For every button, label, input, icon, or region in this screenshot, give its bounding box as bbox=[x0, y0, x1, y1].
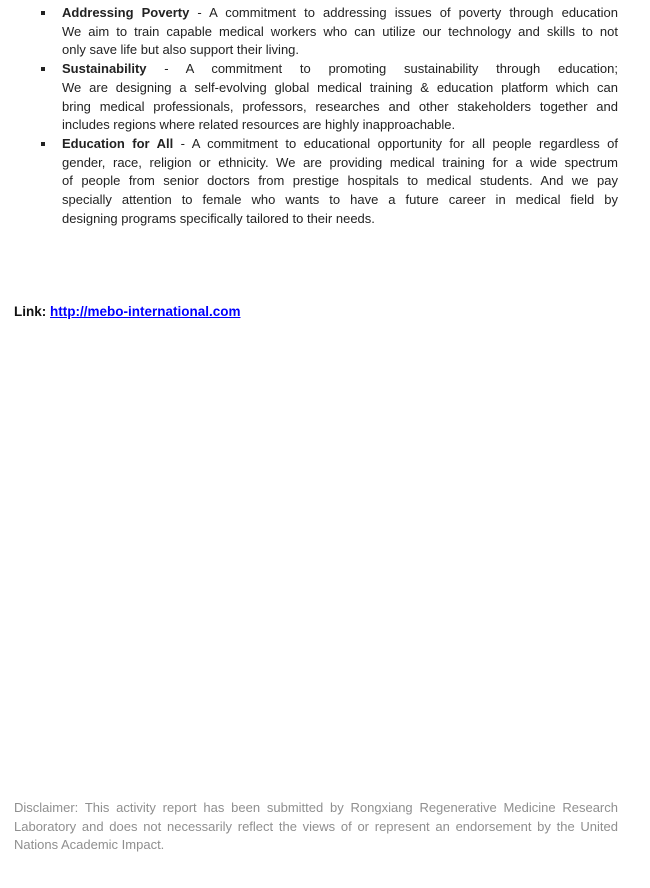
list-item-line: designing programs specifically tailored to their needs. bbox=[62, 210, 375, 226]
disclaimer bbox=[14, 799, 618, 855]
list-item-term: Education for All bbox=[62, 135, 174, 151]
bullet-square-icon bbox=[41, 11, 45, 15]
list-item bbox=[14, 135, 618, 229]
link-label: Link: bbox=[14, 304, 47, 320]
bullet-square-icon bbox=[41, 67, 45, 71]
mebo-international-link[interactable]: http://mebo-international.com bbox=[50, 304, 241, 320]
list-item-term: Sustainability bbox=[62, 61, 147, 77]
list-item-line bbox=[62, 135, 618, 154]
list-item-text: - A commitment to promoting sustainability through education; bbox=[164, 61, 618, 77]
link-row bbox=[14, 302, 618, 321]
disclaimer-line: Nations Academic Impact. bbox=[14, 837, 165, 853]
list-item-line bbox=[62, 60, 618, 79]
list-item-line: includes regions where related resources are highly inapproachable. bbox=[62, 117, 456, 133]
disclaimer-line: Disclaimer: This activity report has been submitted by Rongxiang Regenerative Medicine Research bbox=[14, 800, 618, 815]
list-item-line bbox=[62, 4, 618, 23]
list-item bbox=[14, 4, 618, 60]
list-item-text: - A commitment to educational opportunity for all people regardless of bbox=[180, 135, 618, 151]
list-item bbox=[14, 60, 618, 135]
list-item-line: only save life but also support their living. bbox=[62, 42, 300, 58]
list-item-line: We are designing a self-evolving global medical training & education platform which can bbox=[62, 79, 618, 95]
list-item-line: specially attention to female who wants to have a future career in medical field by bbox=[62, 192, 618, 208]
commitments-list bbox=[14, 4, 618, 228]
page-content bbox=[14, 4, 618, 321]
list-item-text: - A commitment to addressing issues of poverty through education bbox=[197, 5, 618, 20]
bullet-square-icon bbox=[41, 142, 45, 146]
list-item-line: gender, race, religion or ethnicity. We are providing medical training for a wide spectrum bbox=[62, 154, 618, 170]
list-item-line: of people from senior doctors from prestige hospitals to medical students. And we pay bbox=[62, 173, 618, 189]
list-item-term: Addressing Poverty bbox=[62, 5, 190, 20]
list-item-line: We aim to train capable medical workers who can utilize our technology and skills to not bbox=[62, 23, 618, 39]
disclaimer-line: Laboratory and does not necessarily reflect the views of or represent an endorsement by the United bbox=[14, 818, 618, 834]
list-item-line: bring medical professionals, professors, researches and other stakeholders together and bbox=[62, 98, 618, 114]
